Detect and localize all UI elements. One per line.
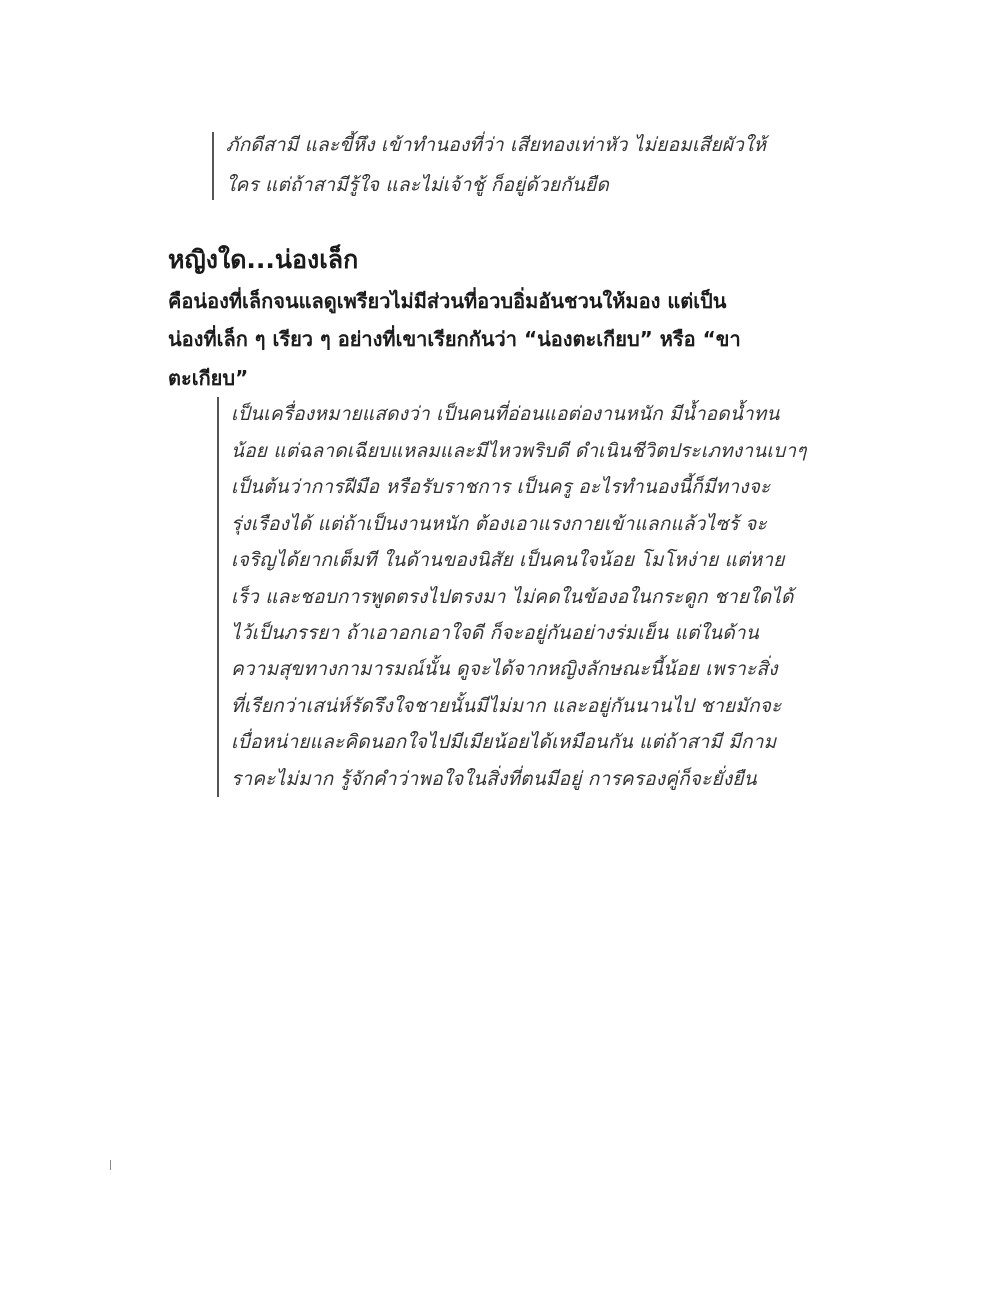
intro-line: น่องที่เล็ก ๆ เรียว ๆ อย่างที่เขาเรียกกันว่า “น่องตะเกียบ” หรือ “ขา: [168, 327, 741, 351]
intro-line: คือน่องที่เล็กจนแลดูเพรียวไม่มีส่วนที่อวบอิ่มอันชวนให้มอง แต่เป็น: [168, 289, 727, 313]
quote-line: ภักดีสามี และขี้หึง เข้าทำนองที่ว่า เสียทองเท่าหัว ไม่ยอมเสียผัวให้: [226, 134, 767, 156]
section-heading: หญิงใด...น่องเล็ก: [168, 245, 359, 274]
quote-line: รุ่งเรืองได้ แต่ถ้าเป็นงานหนัก ต้องเอาแรงกายเข้าแลกแล้วไซร้ จะ: [231, 513, 767, 535]
quote-line: ที่เรียกว่าเสน่ห์รัดรึงใจชายนั้นมีไม่มาก และอยู่กันนานไป ชายมักจะ: [231, 695, 782, 717]
quote-line: เจริญได้ยากเต็มที ในด้านของนิสัย เป็นคนใจน้อย โมโหง่าย แต่หาย: [231, 549, 785, 571]
quote-line: ราคะไม่มาก รู้จักคำว่าพอใจในสิ่งที่ตนมีอยู่ การครองคู่ก็จะยั่งยืน: [231, 768, 757, 790]
quote-line: ใคร แต่ถ้าสามีรู้ใจ และไม่เจ้าชู้ ก็อยู่ด้วยกันยืด: [226, 174, 609, 196]
quote-line: น้อย แต่ฉลาดเฉียบแหลมและมีไหวพริบดี ดำเนินชีวิตประเภทงานเบาๆ: [231, 440, 807, 462]
quote-line: เป็นเครื่องหมายแสดงว่า เป็นคนที่อ่อนแอต่องานหนัก มีน้ำอดน้ำทน: [231, 403, 780, 425]
top-quote-block: [212, 132, 794, 200]
quote-line: ไว้เป็นภรรยา ถ้าเอาอกเอาใจดี ก็จะอยู่กันอย่างร่มเย็น แต่ในด้าน: [231, 622, 759, 644]
quote-line: เร็ว และชอบการพูดตรงไปตรงมา ไม่คดในข้องอในกระดูก ชายใดได้: [231, 586, 794, 608]
quote-line: เป็นต้นว่าการฝีมือ หรือรับราชการ เป็นครู อะไรทำนองนี้ก็มีทางจะ: [231, 476, 771, 498]
main-quote-block: [217, 397, 807, 797]
intro-line: ตะเกียบ”: [168, 366, 249, 390]
quote-line: เบื่อหน่ายและคิดนอกใจไปมีเมียน้อยได้เหมือนกัน แต่ถ้าสามี มีกาม: [231, 731, 777, 753]
scan-mark: [110, 1160, 111, 1170]
quote-line: ความสุขทางกามารมณ์นั้น ดูจะได้จากหญิงลักษณะนี้น้อย เพราะสิ่ง: [231, 658, 778, 680]
